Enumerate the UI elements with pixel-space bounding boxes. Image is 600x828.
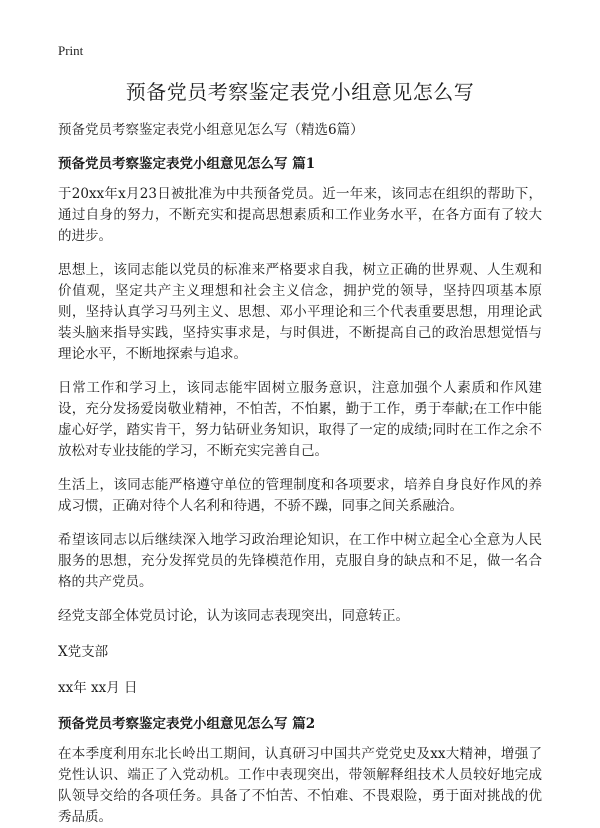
section-1 [58,154,542,698]
page-title: 预备党员考察鉴定表党小组意见怎么写 [125,80,475,104]
paragraph: 日常工作和学习上，该同志能牢固树立服务意识，注意加强个人素质和作风建设，充分发扬爱岗敬业精神，不怕苦，不怕累，勤于工作，勇于奉献;在工作中能虚心好学，踏实肯干，努力钻研业务知识，取得了一定的成绩;同时在工作之余不放松对专业技能的学习，不断充实完善自己。 [58,380,542,459]
section-2 [58,714,542,828]
section-heading: 预备党员考察鉴定表党小组意见怎么写 篇1 [58,156,316,172]
paragraph: 在本季度利用东北长岭出工期间，认真研习中国共产党党史及xx大精神，增强了党性认识、端正了入党动机。工作中表现突出，带领解释组技术人员较好地完成队领导交给的各项任务。具备了不怕苦、不怕难、不畏艰险，勇于面对挑战的优秀品质。 [58,746,542,825]
paragraph: 希望该同志以后继续深入地学习政治理论知识，在工作中树立起全心全意为人民服务的思想，充分发挥党员的先锋模范作用，克服自身的缺点和不足，做一名合格的共产党员。 [58,532,542,590]
paragraph: 经党支部全体党员讨论，认为该同志表现突出，同意转正。 [58,608,409,624]
signature: X党支部 [58,644,109,660]
section-heading: 预备党员考察鉴定表党小组意见怎么写 篇2 [58,716,316,732]
document-subtitle: 预备党员考察鉴定表党小组意见怎么写（精选6篇） [58,122,364,138]
paragraph: 于20xx年x月23日被批准为中共预备党员。近一年来，该同志在组织的帮助下，通过自身的努力，不断充实和提高思想素质和工作业务水平，在各方面有了较大的进步。 [58,186,542,244]
paragraph: 思想上，该同志能以党员的标准来严格要求自我，树立正确的世界观、人生观和价值观，坚定共产主义理想和社会主义信念，拥护党的领导，坚持四项基本原则，坚持认真学习马列主义、思想、邓小平理论和三个代表重要思想，用理论武装头脑来指导实践，坚持实事求是，与时俱进，不断提高自己的政治思想觉悟与理论水平，不断地探索与追求。 [58,262,542,362]
print-link[interactable]: Print [58,43,84,58]
paragraph: 生活上，该同志能严格遵守单位的管理制度和各项要求，培养自身良好作风的养成习惯，正确对待个人名利和待遇，不骄不躁，同事之间关系融洽。 [58,477,542,514]
signature-date: xx年 xx月 日 [58,680,138,696]
